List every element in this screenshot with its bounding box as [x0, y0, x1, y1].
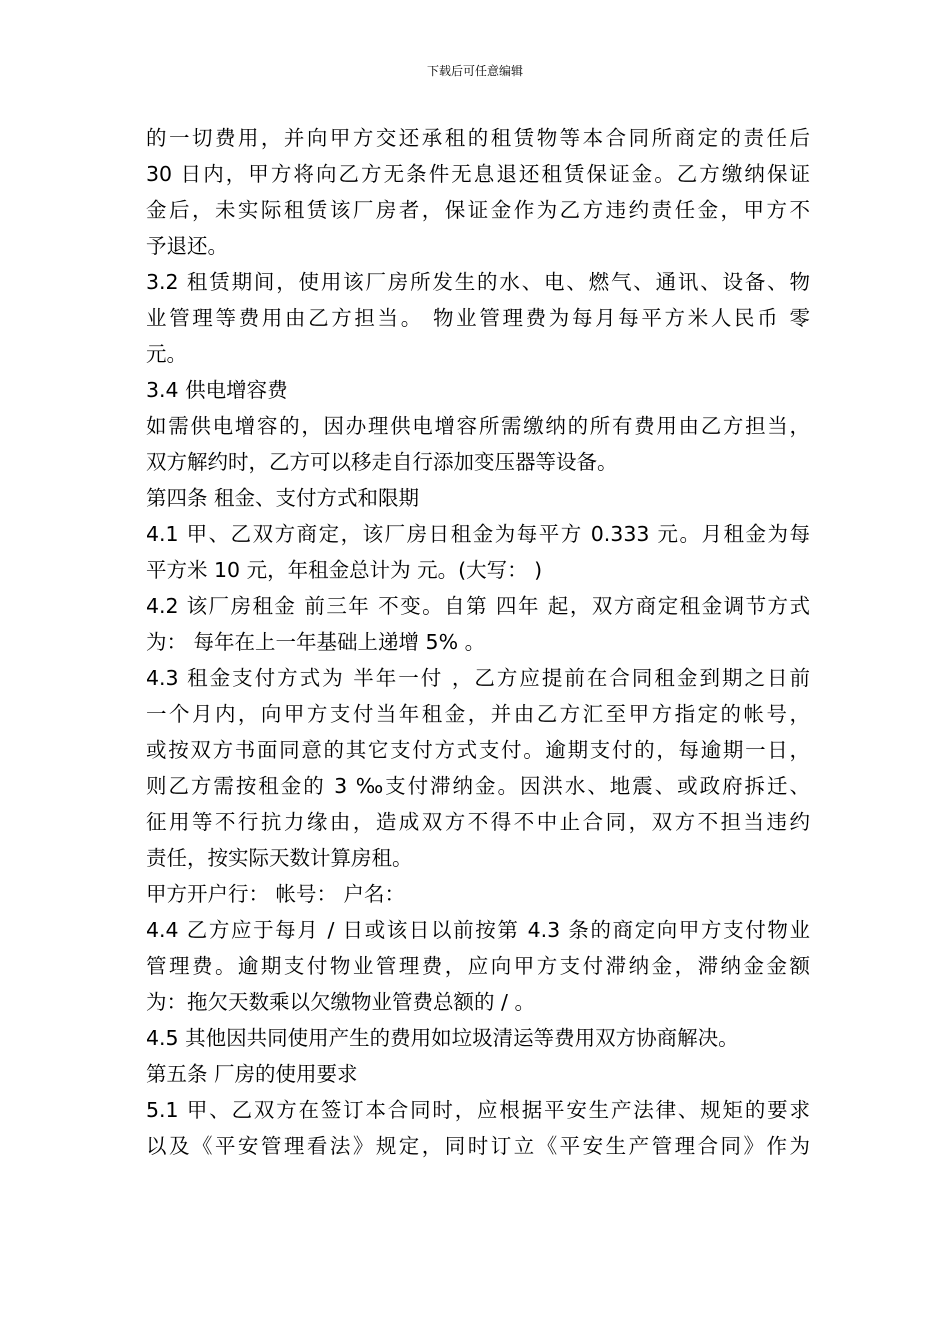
text-line: 管理费。逾期支付物业管理费，应向甲方支付滞纳金，滞纳金金额 — [146, 954, 810, 978]
text-line: 4.5 其他因共同使用产生的费用如垃圾清运等费用双方协商解决。 — [146, 1026, 739, 1050]
text-line: 或按双方书面同意的其它支付方式支付。逾期支付的，每逾期一日， — [146, 738, 810, 762]
text-line: 金后，未实际租赁该厂房者，保证金作为乙方违约责任金，甲方不 — [146, 198, 810, 222]
text-line: 3.2 租赁期间，使用该厂房所发生的水、电、燃气、通讯、设备、物 — [146, 270, 810, 294]
text-line: 甲方开户行： 帐号： 户名： — [146, 882, 406, 906]
text-line: 以及《平安管理看法》规定，同时订立《平安生产管理合同》作为 — [146, 1134, 810, 1158]
text-line: 第四条 租金、支付方式和限期 — [146, 486, 420, 510]
text-line: 为：拖欠天数乘以欠缴物业管费总额的 / 。 — [146, 990, 535, 1014]
text-line: 平方米 10 元，年租金总计为 元。(大写： ) — [146, 558, 543, 582]
text-line: 为： 每年在上一年基础上递增 5% 。 — [146, 630, 486, 654]
text-line: 征用等不行抗力缘由，造成双方不得不中止合同，双方不担当违约 — [146, 810, 810, 834]
text-line: 的一切费用，并向甲方交还承租的租赁物等本合同所商定的责任后 — [146, 126, 810, 150]
text-line: 业管理等费用由乙方担当。 物业管理费为每月每平方米人民币 零 — [146, 306, 810, 330]
text-line: 一个月内，向甲方支付当年租金，并由乙方汇至甲方指定的帐号， — [146, 702, 810, 726]
text-line: 3.4 供电增容费 — [146, 378, 288, 402]
text-line: 双方解约时，乙方可以移走自行添加变压器等设备。 — [146, 450, 618, 474]
text-line: 责任，按实际天数计算房租。 — [146, 846, 413, 870]
text-line: 则乙方需按租金的 3 ‰支付滞纳金。因洪水、地震、或政府拆迁、 — [146, 774, 810, 798]
contract-body-text — [146, 120, 810, 1164]
text-line: 5.1 甲、乙双方在签订本合同时，应根据平安生产法律、规矩的要求 — [146, 1098, 810, 1122]
text-line: 元。 — [146, 342, 187, 366]
text-line: 如需供电增容的，因办理供电增容所需缴纳的所有费用由乙方担当， — [146, 414, 810, 438]
text-line: 4.4 乙方应于每月 / 日或该日以前按第 4.3 条的商定向甲方支付物业 — [146, 918, 810, 942]
text-line: 第五条 厂房的使用要求 — [146, 1062, 358, 1086]
text-line: 4.2 该厂房租金 前三年 不变。自第 四年 起，双方商定租金调节方式 — [146, 594, 810, 618]
text-line: 予退还。 — [146, 234, 228, 258]
text-line: 4.1 甲、乙双方商定，该厂房日租金为每平方 0.333 元。月租金为每 — [146, 522, 810, 546]
text-line: 4.3 租金支付方式为 半年一付 ，乙方应提前在合同租金到期之日前 — [146, 666, 810, 690]
page-header: 下载后可任意编辑 — [426, 64, 523, 78]
text-line: 30 日内，甲方将向乙方无条件无息退还租赁保证金。乙方缴纳保证 — [146, 162, 810, 186]
